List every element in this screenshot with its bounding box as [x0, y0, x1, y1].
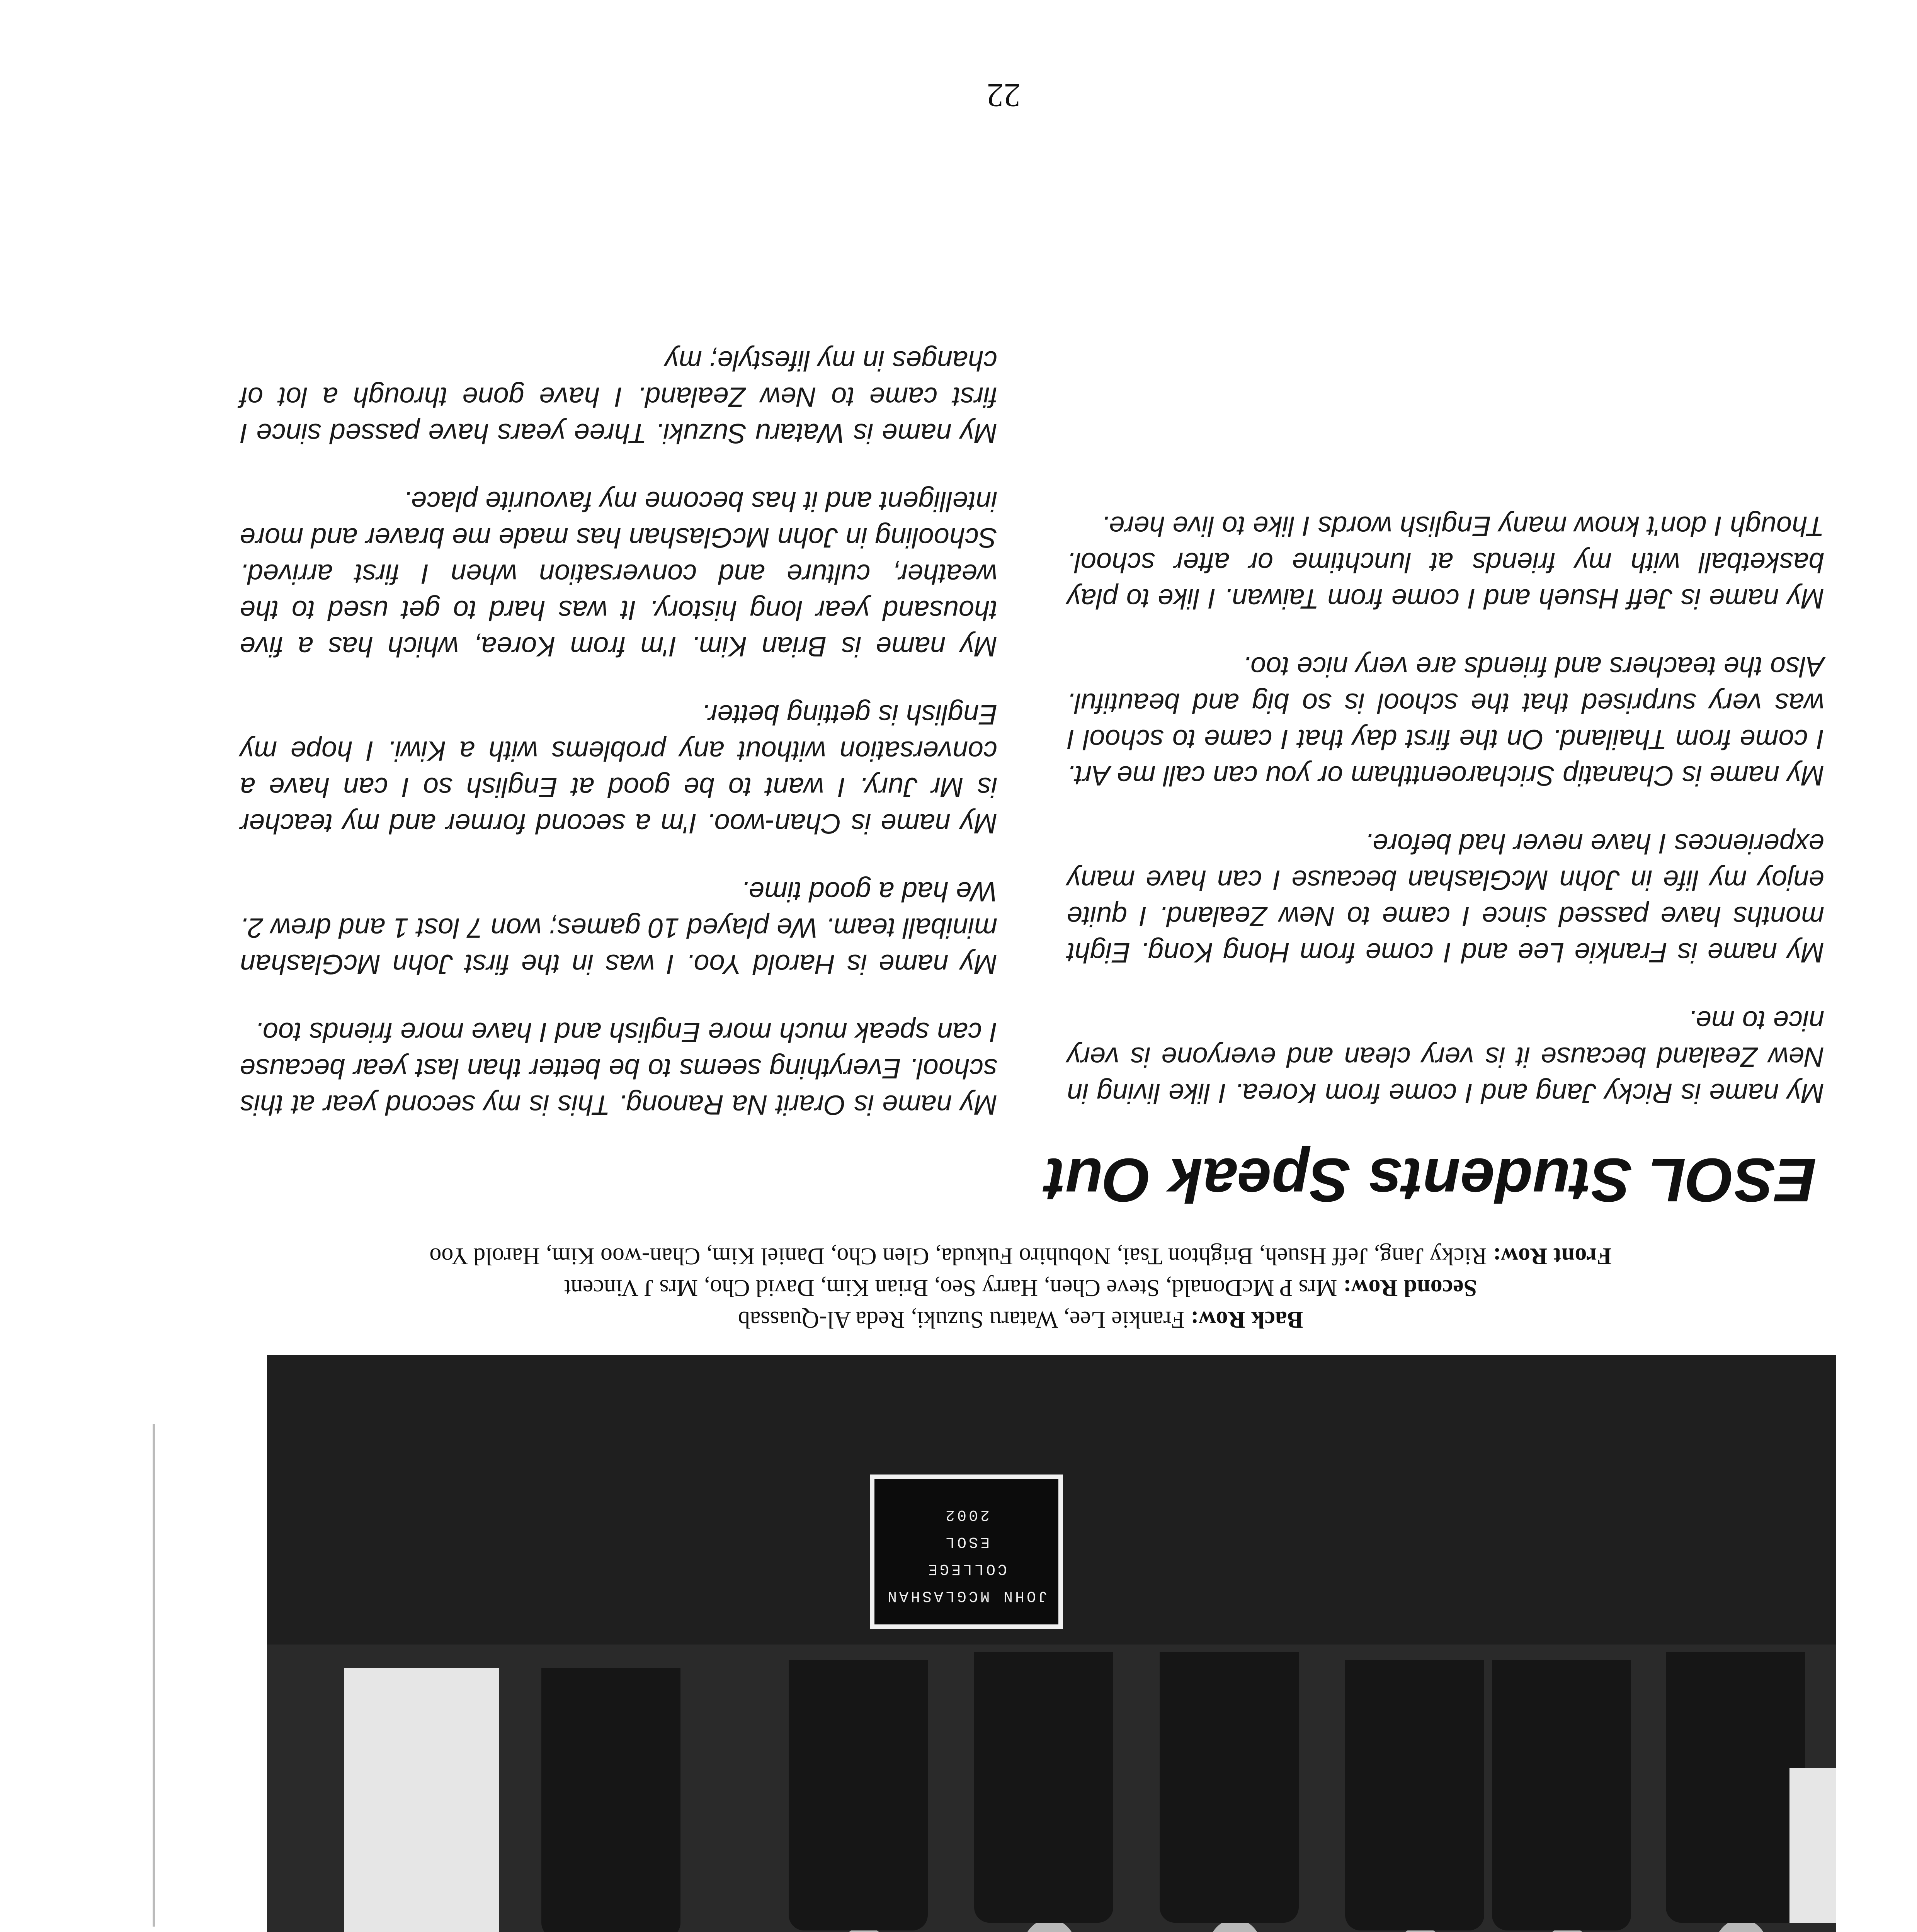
sign-line: ESOL [943, 1533, 990, 1550]
sign-line: JOHN MCGLASHAN [885, 1587, 1048, 1604]
caption-row [228, 1304, 1813, 1335]
article-paragraph: My name is Brian Kim. I'm from Korea, which has a five thousand year long history. It was hard to get used to the weather, culture and conversation when I first arrived. Schooling in John McGlashan has made me braver and more intelligent and it has become my favourite place. [240, 486, 997, 662]
article-paragraph: My name is Jeff Hsueh and I come from Taiwan. I like to play basketball with my friends at lunchtime or after school. Though I don't know many English words I like to live here. [1067, 510, 1824, 614]
white-shirt [344, 1668, 499, 1932]
caption-row-label: Front Row: [1493, 1243, 1612, 1269]
person-body [1492, 1660, 1631, 1930]
scan-artifact-line [153, 1424, 155, 1927]
caption-row-names: Mrs P McDonald, Steve Chen, Harry Seo, Brian Kim, David Cho, Mrs J Vincent [564, 1275, 1337, 1301]
article-paragraph: My name is Chan-woo. I'm a second former and my teacher is Mr Jury. I want to be good at English so I can have a conversation without any problems with a Kiwi. I hope my English is getting better. [240, 699, 997, 839]
white-shirt [1789, 1768, 1836, 1923]
caption-row [228, 1272, 1813, 1304]
photo-caption [228, 1240, 1813, 1335]
person-body [1160, 1652, 1299, 1923]
person-body [974, 1652, 1113, 1923]
sign-line: COLLEGE [925, 1560, 1007, 1577]
article-paragraph: My name is Harold Yoo. I was in the first John McGlashan miniball team. We played 10 games; won 7 lost 1 and drew 2. We had a good time. [240, 876, 997, 980]
article-title: ESOL Students Speak Out [1044, 1146, 1817, 1215]
person-body [1666, 1652, 1805, 1923]
caption-row [228, 1240, 1813, 1272]
caption-row-label: Back Row: [1191, 1306, 1303, 1333]
article-column-right [240, 311, 997, 1123]
article-paragraph: My name is Frankie Lee and I come from Hong Kong. Eight months have passed since I came to New Zealand. I quite enjoy my life in John McGlashan because I can have many experiences I have never had before. [1067, 828, 1824, 968]
person-body [541, 1668, 680, 1932]
school-sign [870, 1475, 1063, 1629]
caption-row-names: Ricky Jang, Jeff Hsueh, Brighton Tsai, Nobuhiro Fukuda, Glen Cho, Daniel Kim, Chan-woo Kim, Harold Yoo [429, 1243, 1487, 1269]
article-paragraph: My name is Orarit Na Ranong. This is my second year at this school. Everything seems to be better than last year because I can speak much more English and I have more friends too. [240, 1017, 997, 1120]
person-body [789, 1660, 928, 1930]
article-paragraph: My name is Chanatip Sricharoenttham or you can call me Art. I come from Thailand. On the first day that I came to school I was very surprised that the school is so big and beautiful. Also the teachers and friends are very nice too. [1067, 651, 1824, 791]
article-column-left [1067, 476, 1824, 1111]
page-number: 22 [987, 76, 1021, 114]
caption-row-names: Frankie Lee, Wataru Suzuki, Reda Al-Quassab [738, 1306, 1185, 1333]
article-paragraph: My name is Ricky Jang and I come from Korea. I like living in New Zealand because it is very clean and everyone is very nice to me. [1067, 1005, 1824, 1109]
group-photo [267, 1355, 1836, 1932]
sign-line: 2002 [943, 1506, 990, 1523]
article-paragraph: My name is Wataru Suzuki. Three years have passed since I first came to New Zealand. I have gone through a lot of changes in my lifestyle; my [240, 345, 997, 449]
caption-row-label: Second Row: [1343, 1275, 1477, 1301]
person-body [1345, 1660, 1484, 1930]
